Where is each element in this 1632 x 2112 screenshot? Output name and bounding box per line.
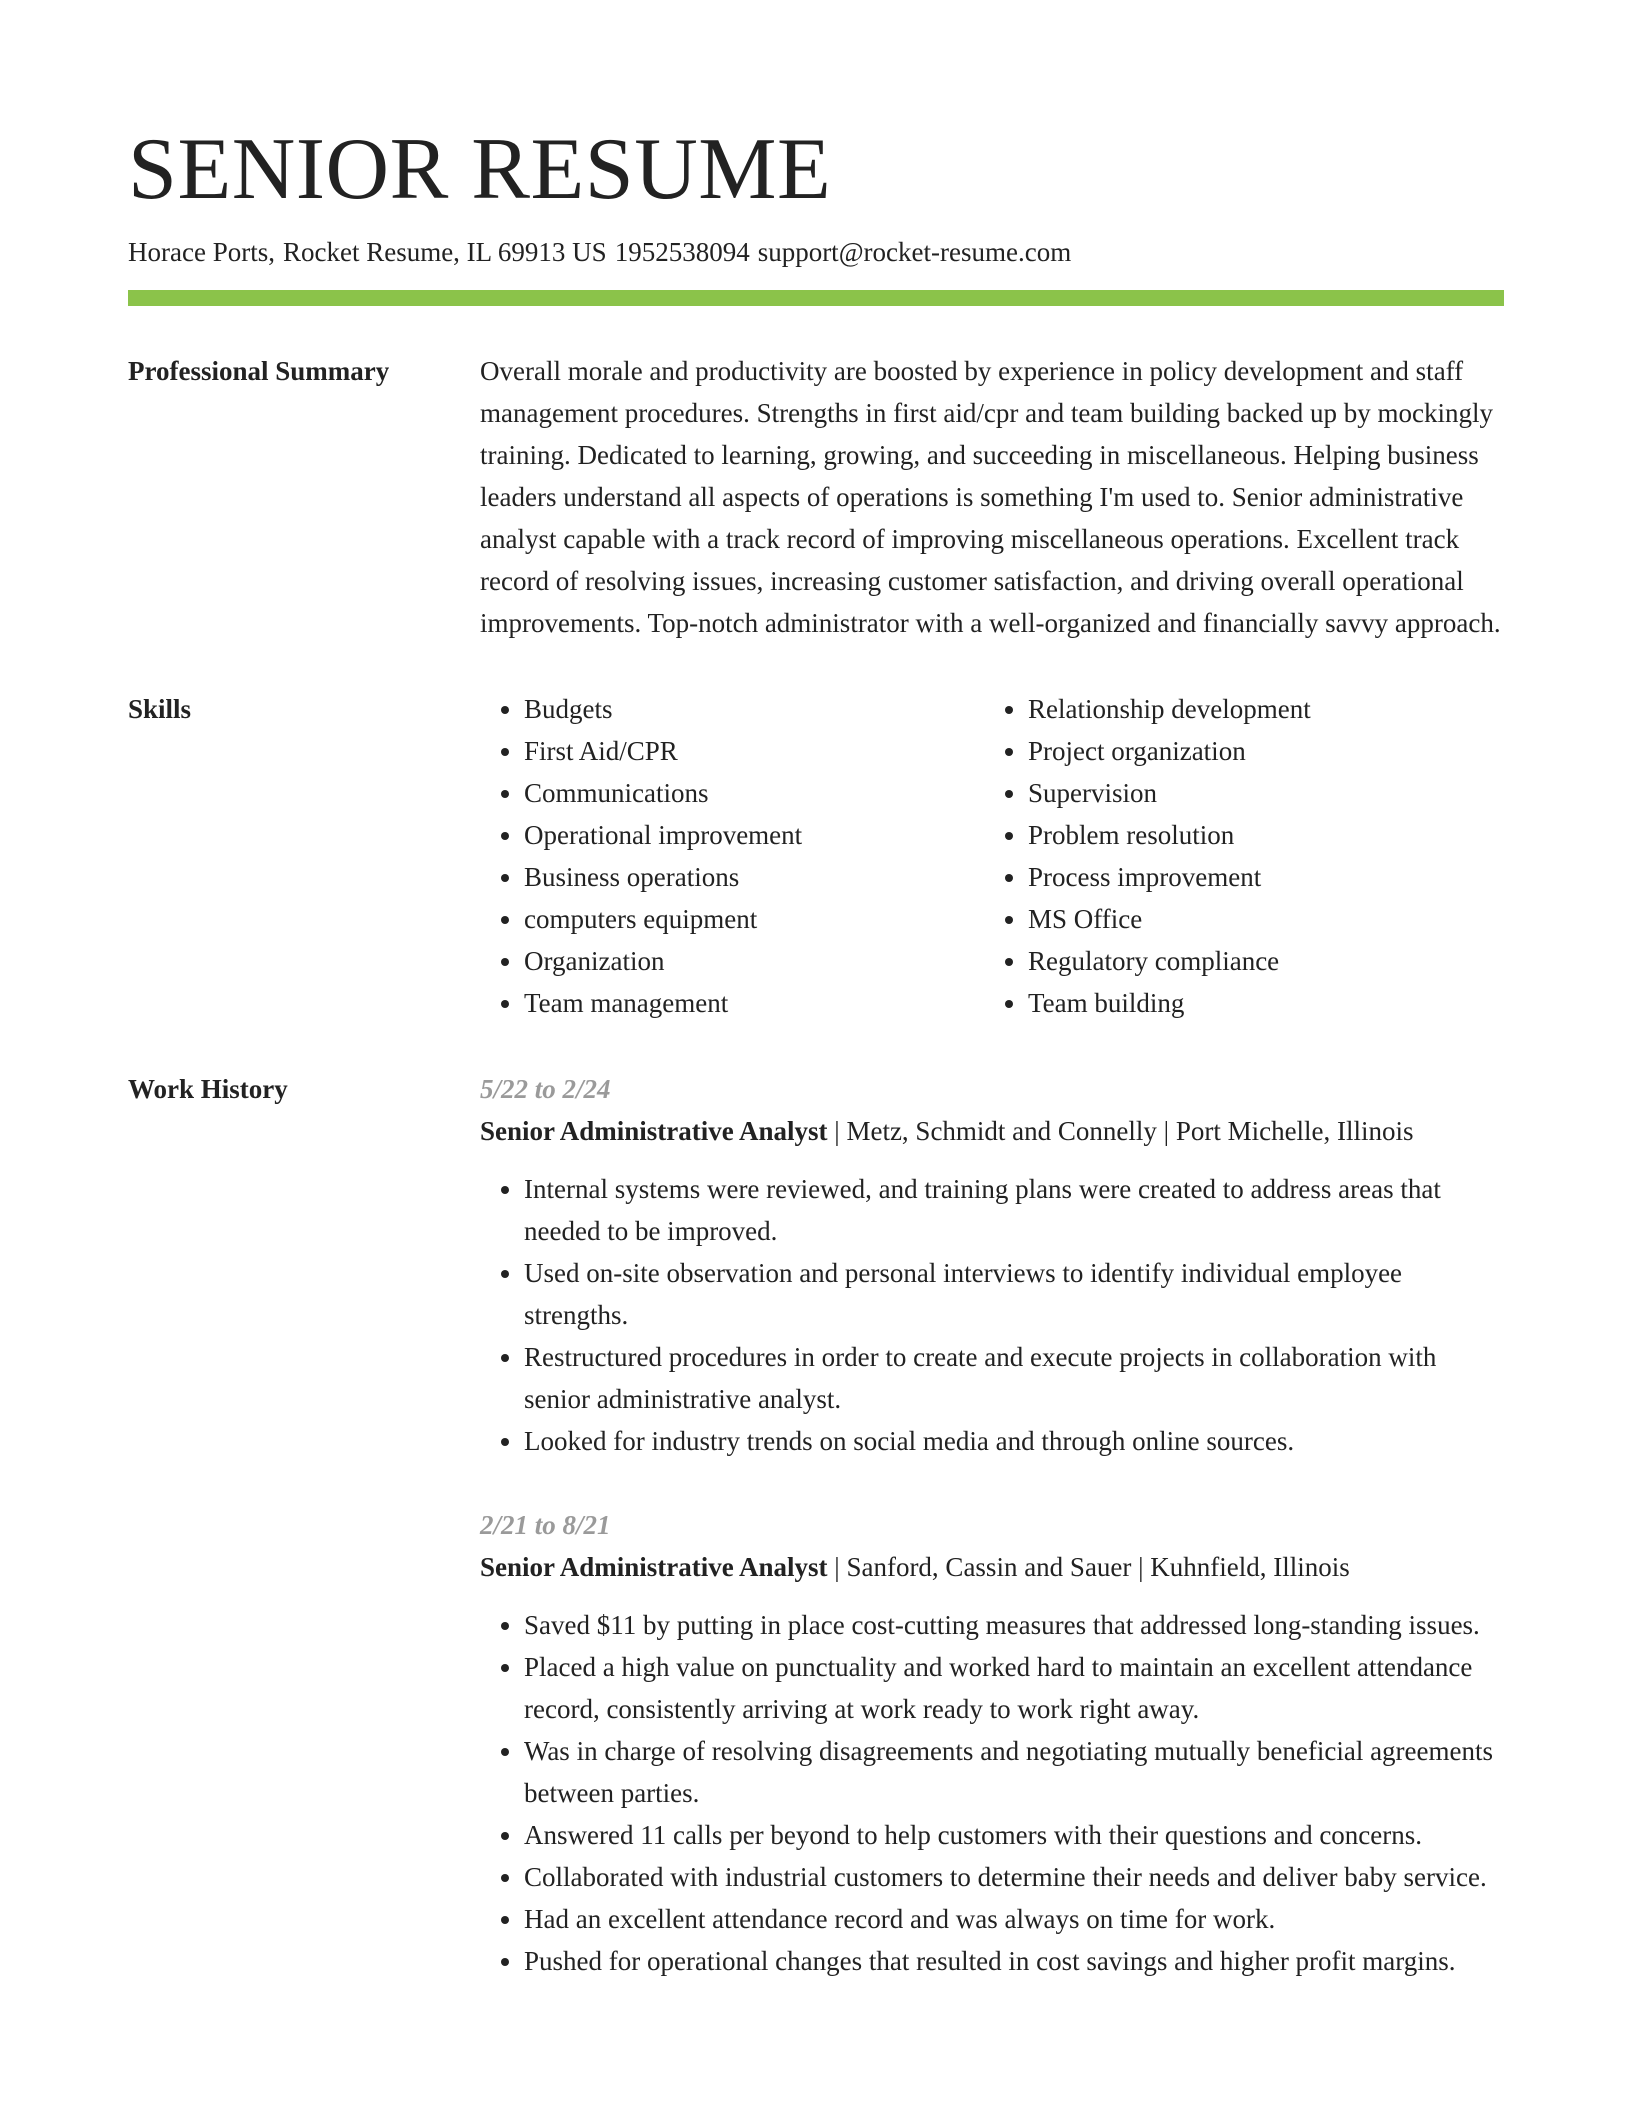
skill-item: • Supervision [1028,772,1488,814]
job-bullets [480,1168,1504,1462]
job-bullets [480,1604,1504,1982]
skill-item: • First Aid/CPR [524,730,984,772]
summary-text: Overall morale and productivity are boosted by experience in policy development and staff management procedures. Strengths in first aid/cpr and team building backed up by mockingly training. Dedicated to learning, growing, and succeeding in miscellaneous. Helping business leaders understand all aspects of operations is something I'm used to. Senior administrative analyst capable with a track record of improving miscellaneous operations. Excellent track record of resolving issues, increasing customer satisfaction, and driving overall operational improvements. Top-notch administrator with a well-organized and financially savvy approach. [480,356,1501,638]
job-employer-location: | Metz, Schmidt and Connelly | Port Michelle, Illinois [827,1116,1414,1146]
contact-line [128,234,1504,270]
skill-item: • Relationship development [1028,688,1488,730]
job-bullet: • Was in charge of resolving disagreements and negotiating mutually beneficial agreements between parties. [524,1730,1504,1814]
skill-item: • Problem resolution [1028,814,1488,856]
job-bullet: • Looked for industry trends on social media and through online sources. [524,1420,1504,1462]
job-employer-location: | Sanford, Cassin and Sauer | Kuhnfield, Illinois [827,1552,1350,1582]
contact-address: Rocket Resume, IL 69913 US [282,237,607,267]
job-bullet: • Pushed for operational changes that resulted in cost savings and higher profit margins. [524,1940,1504,1982]
skill-item: • Project organization [1028,730,1488,772]
job-title: Senior Administrative Analyst [480,1552,828,1582]
job-bullet: • Answered 11 calls per beyond to help customers with their questions and concerns. [524,1814,1504,1856]
skills-list-right [984,688,1488,1024]
job-bullet: • Placed a high value on punctuality and worked hard to maintain an excellent attendance record, consistently arriving at work ready to work right away. [524,1646,1504,1730]
skill-item: • Operational improvement [524,814,984,856]
skills-list-left [480,688,984,1024]
skill-item: • Team building [1028,982,1488,1024]
contact-phone: 1952538094 [614,237,750,267]
skill-item: • Organization [524,940,984,982]
job-bullet: • Collaborated with industrial customers to determine their needs and deliver baby service. [524,1856,1504,1898]
summary-section [128,356,1504,644]
skill-item: • Regulatory compliance [1028,940,1488,982]
job-entry [480,1504,1504,1982]
skills-section [128,694,1504,1024]
jobs-list [480,1074,1504,1982]
contact-email: support@rocket-resume.com [757,237,1072,267]
work-history-heading: Work History [128,1074,288,1104]
job-heading [480,1110,1504,1152]
job-bullet: • Saved $11 by putting in place cost-cutting measures that addressed long-standing issues. [524,1604,1504,1646]
skill-item: • Budgets [524,688,984,730]
resume-page [128,118,1504,1982]
work-history-section [128,1074,1504,1982]
resume-title: SENIOR RESUME [128,121,832,218]
header-accent-rule [128,290,1504,306]
skill-item: • computers equipment [524,898,984,940]
job-dates: 2/21 to 8/21 [480,1510,611,1540]
job-dates: 5/22 to 2/24 [480,1074,611,1104]
job-bullet: • Had an excellent attendance record and was always on time for work. [524,1898,1504,1940]
job-bullet: • Used on-site observation and personal interviews to identify individual employee strengths. [524,1252,1504,1336]
job-bullet: • Restructured procedures in order to create and execute projects in collaboration with senior administrative analyst. [524,1336,1504,1420]
skill-item: • Business operations [524,856,984,898]
skill-item: • MS Office [1028,898,1488,940]
skills-heading: Skills [128,694,192,724]
skills-columns [480,688,1504,1024]
skill-item: • Communications [524,772,984,814]
job-bullet: • Internal systems were reviewed, and training plans were created to address areas that needed to be improved. [524,1168,1504,1252]
skill-item: • Team management [524,982,984,1024]
job-title: Senior Administrative Analyst [480,1116,828,1146]
job-heading [480,1546,1504,1588]
contact-name: Horace Ports, [128,237,275,267]
skill-item: • Process improvement [1028,856,1488,898]
job-entry [480,1068,1504,1462]
summary-heading: Professional Summary [128,356,390,386]
